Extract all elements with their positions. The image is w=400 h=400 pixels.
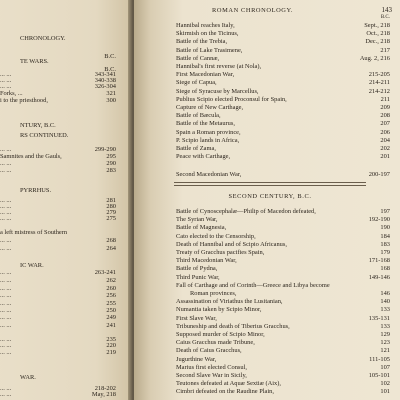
entry-date: 283	[106, 167, 116, 174]
entry-text: RS CONTINUED.	[20, 132, 69, 139]
entry-date: 208	[380, 112, 390, 120]
entry-date: 299-290	[94, 146, 116, 153]
chronology-entry	[0, 348, 120, 357]
entry-date: 268	[106, 237, 116, 244]
entry-date: 206	[380, 128, 390, 136]
entry-text: ... ...	[0, 322, 12, 329]
entry-text: Death of Hannibal and of Scipio Africanus,	[176, 240, 287, 248]
entry-text: Battle of Zama,	[176, 145, 216, 152]
entry-text: ... ...	[0, 215, 12, 222]
running-header-title: ROMAN CHRONOLOGY.	[212, 7, 294, 14]
entry-date: 111-105	[369, 355, 390, 363]
entry-text: Roman provinces,	[190, 290, 237, 297]
entry-text: ... ...	[0, 342, 12, 349]
entry-date: 123	[380, 339, 390, 347]
entry-text: a left mistress of Southern	[0, 229, 68, 236]
entry-date: 149-146	[368, 273, 390, 281]
entry-text: Hannibal's first reverse (at Nola),	[176, 63, 262, 70]
entry-date: 207	[380, 120, 390, 128]
entry-text: Third Macedonian War,	[176, 257, 237, 265]
entry-date: 183	[380, 240, 390, 248]
entry-date: 321	[106, 90, 116, 97]
entry-text: ... ...	[0, 336, 12, 343]
section-divider-upper	[174, 182, 366, 183]
right-page	[134, 0, 400, 400]
entry-text: The Syrian War,	[176, 216, 218, 224]
entry-text: Battle of Lake Trasimene,	[176, 46, 243, 54]
entry-date: 214-211	[368, 79, 390, 87]
entry-text: ... ...	[0, 83, 12, 90]
entry-text: ... ...	[0, 391, 12, 398]
entry-text: NTURY, B.C.	[20, 122, 56, 129]
entry-date: 197	[380, 208, 390, 215]
chronology-entry	[0, 166, 120, 175]
entry-date: 279	[106, 209, 116, 216]
entry-date: 101	[380, 388, 390, 396]
entry-date: 105-101	[368, 372, 390, 379]
entry-text: ... ...	[0, 71, 12, 78]
entry-date: 204	[380, 136, 390, 144]
entry-date: 219	[106, 349, 116, 356]
entry-text: Tribuneship and death of Tiberius Gracchus,	[176, 322, 290, 330]
entry-date: B.C.	[104, 66, 116, 73]
entry-text: Supposed murder of Scipio Minor,	[176, 331, 265, 338]
entry-text: Forks, ...	[0, 90, 23, 97]
entry-date: 179	[380, 249, 390, 256]
entry-text: Battle of the Trebia,	[176, 38, 228, 46]
entry-text: Cato elected to the Censorship,	[176, 232, 256, 240]
entry-text: TE WARS.	[20, 58, 49, 65]
entry-date: 260	[106, 285, 116, 292]
entry-date: 300	[106, 97, 116, 104]
entry-text: Spain a Roman province,	[176, 128, 241, 136]
entry-date: 263-241	[94, 269, 116, 276]
page-number: 143	[381, 6, 392, 14]
entry-date: May, 218	[91, 391, 116, 398]
section-heading	[0, 131, 120, 140]
entry-date: 135-131	[368, 314, 390, 322]
right-page-text	[134, 0, 400, 400]
entry-text: ... ...	[0, 277, 12, 284]
entry-text: Death of Caius Gracchus,	[176, 347, 242, 355]
entry-date: 201	[380, 153, 390, 161]
entry-text: WAR.	[20, 374, 36, 381]
chronology-entry	[134, 387, 400, 396]
entry-date: Dec., 218	[365, 38, 390, 46]
entry-date: 290	[106, 160, 116, 167]
entry-text: P. Scipio lands in Africa,	[176, 136, 240, 144]
entry-date: 220	[106, 342, 116, 349]
entry-date: 249	[106, 314, 116, 321]
entry-text: ... ...	[0, 203, 12, 210]
entry-text: Skirmish on the Ticinus,	[176, 30, 239, 38]
entry-text: Marius first elected Consul,	[176, 363, 247, 371]
entry-text: Teutones defeated at Aquæ Sextiæ (Aix),	[176, 380, 281, 388]
entry-date: 190	[380, 224, 390, 232]
entry-date: 214-212	[368, 87, 390, 95]
entry-date: 102	[380, 380, 390, 388]
entry-text: Publius Scipio elected Proconsul for Spain,	[176, 95, 287, 103]
entry-date: 215-205	[368, 71, 390, 79]
entry-text: ... ...	[0, 314, 12, 321]
entry-text: Peace with Carthage,	[176, 153, 231, 161]
entry-date: 217	[380, 46, 390, 54]
section-heading	[0, 121, 120, 130]
entry-text: ... ...	[0, 167, 12, 174]
entry-date: 340-338	[94, 77, 116, 84]
entry-text: Capture of New Carthage,	[176, 104, 244, 111]
entry-text: Battle of the Metaurus,	[176, 120, 235, 128]
entry-text: ... ...	[0, 385, 12, 392]
entry-text: Hannibal reaches Italy,	[176, 22, 235, 29]
entry-text: IC WAR.	[20, 262, 44, 269]
entry-date: 218-202	[94, 385, 116, 392]
entry-date: B.C.	[104, 53, 116, 60]
entry-text: Siege of Syracuse by Marcellus,	[176, 87, 259, 95]
entry-text: ... ...	[0, 146, 12, 153]
entry-date: 202	[380, 145, 390, 152]
entry-date: Aug. 2, 216	[359, 54, 390, 62]
entry-text: ... ...	[0, 349, 12, 356]
entry-date: 264	[106, 245, 116, 252]
entry-date: 255	[106, 300, 116, 307]
entry-date: 200-197	[368, 171, 390, 178]
entry-text: Caius Gracchus made Tribune,	[176, 339, 255, 347]
chronology-entry	[134, 152, 400, 161]
entry-text: Treaty of Gracchus pacifies Spain,	[176, 249, 265, 256]
entry-date: 121	[380, 347, 390, 355]
entry-date: 168	[380, 265, 390, 273]
entry-text: Siege of Capua,	[176, 79, 217, 87]
entry-text: Fall of Carthage and of Corinth—Greece and Libya become	[176, 281, 330, 289]
left-page	[0, 0, 130, 400]
entry-text: Third Punic War,	[176, 273, 220, 281]
entry-text: CHRONOLOGY.	[20, 35, 66, 42]
entry-text: Numantia taken by Scipio Minor,	[176, 306, 262, 314]
entry-text: ... ...	[0, 77, 12, 84]
entry-text: Samnites and the Gauls,	[0, 153, 62, 160]
entry-text: Battle of Cynoscephalæ—Philip of Macedon defeated,	[176, 208, 316, 215]
entry-date: 250	[106, 307, 116, 314]
entry-text: First Macedonian War,	[176, 71, 235, 79]
entry-text: i to the priesthood,	[0, 97, 48, 104]
entry-text: Battle of Magnesia,	[176, 224, 227, 232]
entry-text: First Slave War,	[176, 314, 217, 322]
entry-date: 295	[106, 153, 116, 160]
entry-date: 262	[106, 277, 116, 284]
entry-date: 192-190	[368, 216, 390, 224]
entry-text: Battle of Bæcula,	[176, 112, 221, 120]
entry-date: 326-304	[94, 83, 116, 90]
entry-text: ... ...	[0, 285, 12, 292]
entry-date: 171-168	[368, 257, 390, 265]
entry-date: 256	[106, 292, 116, 299]
entry-text: ... ...	[0, 197, 12, 204]
entry-date: 280	[106, 203, 116, 210]
chronology-entry	[0, 390, 120, 399]
entry-text: ... ...	[0, 307, 12, 314]
entry-text: ... ...	[0, 245, 12, 252]
entry-date: 275	[106, 215, 116, 222]
entry-date: 235	[106, 336, 116, 343]
entry-text: ... ...	[0, 292, 12, 299]
entry-date: 133	[380, 322, 390, 330]
entry-date: 133	[380, 306, 390, 314]
chronology-entry	[0, 321, 120, 330]
section-heading	[0, 373, 120, 382]
entry-date: 343-341	[94, 71, 116, 78]
entry-text: ... ...	[0, 160, 12, 167]
chronology-entry	[0, 244, 120, 253]
section-heading	[0, 34, 120, 43]
entry-text: ... ...	[0, 237, 12, 244]
chronology-entry	[134, 170, 400, 179]
entry-date: 107	[380, 363, 390, 371]
entry-date: Sept., 218	[364, 22, 390, 29]
bc-label: B.C.	[380, 15, 390, 20]
entry-text: Second Slave War in Sicily,	[176, 372, 247, 379]
entry-date: 241	[106, 322, 116, 329]
entry-text: Second Macedonian War,	[176, 171, 242, 178]
entry-date: 211	[380, 95, 390, 103]
bc-column-label	[134, 14, 400, 21]
chronology-entry	[0, 96, 120, 105]
entry-text: ... ...	[0, 269, 12, 276]
entry-text: Jugurthine War,	[176, 355, 217, 363]
entry-text: Cimbri defeated on the Raudine Plain,	[176, 388, 274, 396]
entry-text: PYRRHUS.	[20, 187, 52, 194]
entry-text: Battle of Pydna,	[176, 265, 218, 273]
entry-text: ... ...	[0, 300, 12, 307]
section-heading	[134, 192, 400, 201]
entry-date: Oct., 218	[366, 30, 390, 38]
entry-text: ... ...	[0, 209, 12, 216]
left-page-text	[0, 0, 120, 400]
section-heading-text: SECOND CENTURY, B.C.	[228, 193, 312, 200]
entry-date: 140	[380, 298, 390, 306]
entry-date: 146	[380, 290, 390, 297]
entry-date: 184	[380, 232, 390, 240]
entry-date: 281	[106, 197, 116, 204]
entry-date: 209	[380, 104, 390, 111]
entry-date: 129	[380, 331, 390, 338]
chronology-entry	[0, 214, 120, 223]
section-divider-lower	[174, 185, 366, 186]
entry-text: Assassination of Viriathus the Lusitanian,	[176, 298, 283, 306]
section-heading	[0, 186, 120, 195]
entry-text: Battle of Cannæ,	[176, 54, 220, 62]
